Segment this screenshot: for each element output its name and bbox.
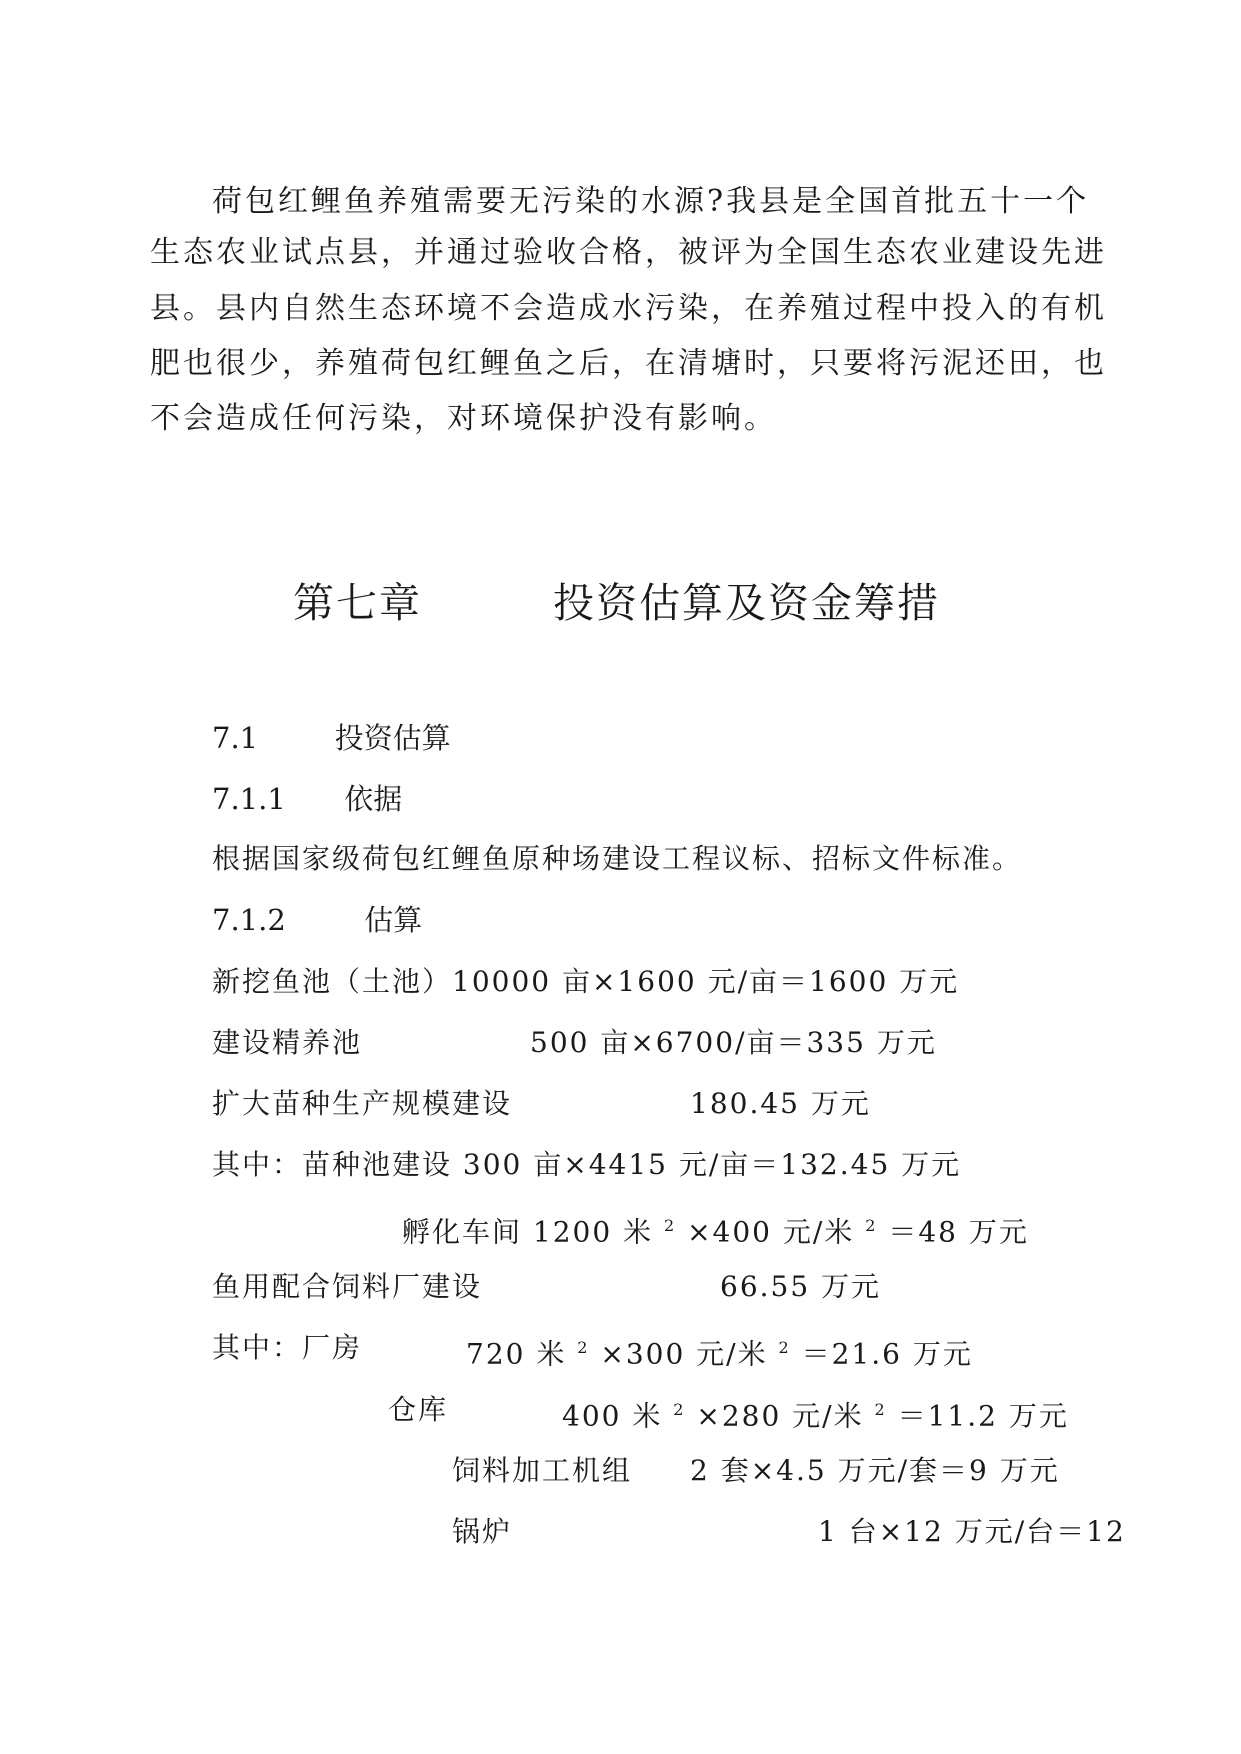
subsection-estimate-number: 7.1.2: [212, 903, 286, 937]
plant-sup-1: 2: [577, 1338, 590, 1357]
item-seed-label: 扩大苗种生产规模建设: [212, 1087, 513, 1120]
subsection-estimate-heading: [212, 900, 422, 940]
subsection-basis-title: 依据: [344, 782, 403, 816]
plant-c: ＝21.6 万元: [801, 1337, 973, 1371]
item-feed-value: 66.55 万元: [720, 1270, 882, 1303]
hatchery-end: ＝48 万元: [888, 1215, 1029, 1249]
item-plant-label: 其中：厂房: [212, 1331, 363, 1364]
plant-a: 720 米: [466, 1337, 567, 1371]
subsection-basis-number: 7.1.1: [212, 782, 286, 816]
item-feed-label: 鱼用配合饲料厂建设: [212, 1270, 483, 1303]
paragraph-line-1: 荷包红鲤鱼养殖需要无污染的水源?我县是全国首批五十一个: [212, 184, 1090, 219]
item-seed-value: 180.45 万元: [690, 1087, 871, 1120]
section-heading: [212, 718, 451, 758]
basis-text: 根据国家级荷包红鲤鱼原种场建设工程议标、招标文件标准。: [212, 842, 1023, 875]
item-store-label: 仓库: [388, 1393, 449, 1426]
paragraph-line-5: 不会造成任何污染，对环境保护没有影响。: [150, 401, 777, 436]
item-machine-value: 2 套×4.5 万元/套＝9 万元: [690, 1454, 1060, 1487]
store-sup-2: 2: [874, 1400, 887, 1419]
chapter-number: 第七章: [293, 579, 422, 627]
item-fine-pond-label: 建设精养池: [212, 1026, 363, 1059]
plant-b: ×300 元/米: [600, 1337, 768, 1371]
hatchery-label: 孵化车间 1200 米: [402, 1215, 654, 1249]
store-c: ＝11.2 万元: [897, 1399, 1069, 1433]
store-sup-1: 2: [673, 1400, 686, 1419]
hatchery-sup-2: 2: [865, 1216, 878, 1235]
paragraph-line-3: 县。县内自然生态环境不会造成水污染，在养殖过程中投入的有机: [150, 291, 1107, 326]
hatchery-mid: ×400 元/米: [687, 1215, 855, 1249]
section-title: 投资估算: [334, 721, 451, 755]
item-plant-value: [466, 1328, 973, 1374]
item-machine-label: 饲料加工机组: [452, 1454, 633, 1487]
item-store-value: [562, 1390, 1069, 1436]
hatchery-sup-1: 2: [663, 1216, 677, 1235]
chapter-title: 投资估算及资金筹措: [553, 579, 940, 627]
store-a: 400 米: [562, 1399, 663, 1433]
item-seed-pond: 其中：苗种池建设 300 亩×4415 元/亩＝132.45 万元: [212, 1148, 962, 1181]
section-number: 7.1: [212, 721, 259, 755]
subsection-basis-heading: [212, 779, 402, 819]
item-fine-pond-value: 500 亩×6700/亩＝335 万元: [530, 1026, 937, 1059]
plant-sup-2: 2: [778, 1338, 791, 1357]
store-b: ×280 元/米: [696, 1399, 864, 1433]
item-boiler-value: 1 台×12 万元/台＝12: [818, 1515, 1126, 1548]
item-hatchery: [402, 1206, 1029, 1252]
item-boiler-label: 锅炉: [452, 1515, 513, 1548]
paragraph-line-2: 生态农业试点县，并通过验收合格，被评为全国生态农业建设先进: [150, 235, 1107, 270]
item-new-pond: 新挖鱼池（土池）10000 亩×1600 元/亩＝1600 万元: [212, 965, 960, 998]
paragraph-line-4: 肥也很少，养殖荷包红鲤鱼之后，在清塘时，只要将污泥还田，也: [150, 346, 1107, 381]
subsection-estimate-title: 估算: [364, 903, 423, 937]
